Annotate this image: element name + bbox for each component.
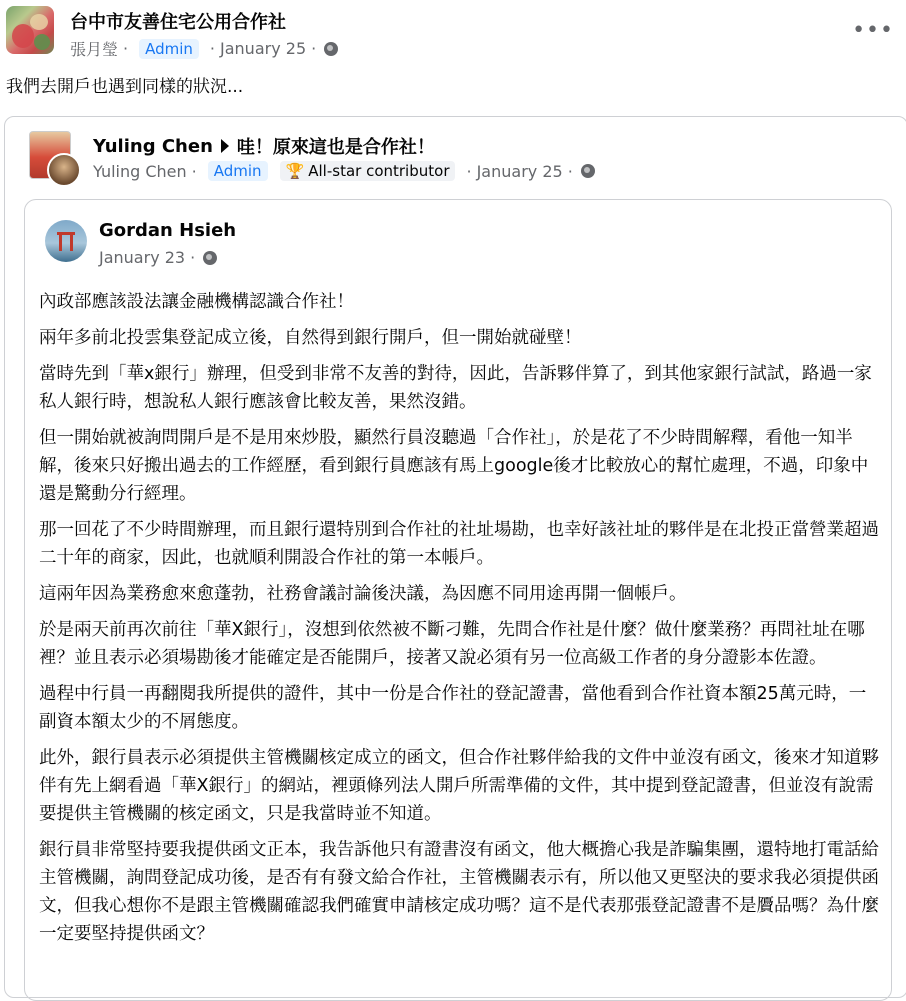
gordan-avatar[interactable] xyxy=(45,220,87,262)
paragraph: 但一開始就被詢問開戶是不是用來炒股，顯然行員沒聽過「合作社」，於是花了不少時間解釋，看他一知半解，後來只好搬出過去的工作經歷，看到銀行員應該有馬上google後才比較放心的幫忙處理，不過，印象中還是驚動分行經理。 xyxy=(39,428,869,504)
paragraph: 這兩年因為業務愈來愈蓬勃，社務會議討論後決議，為因應不同用途再開一個帳戶。 xyxy=(39,584,687,604)
shared-title xyxy=(93,133,435,159)
separator-dot: · xyxy=(123,39,129,58)
globe-icon xyxy=(203,251,217,265)
original-date[interactable]: January 23 xyxy=(99,248,186,267)
original-post-card xyxy=(24,199,892,1001)
original-meta xyxy=(99,248,217,267)
post-author[interactable]: 張月瑩 xyxy=(70,40,119,59)
paragraph: 那一回花了不少時間辦理，而且銀行還特別到合作社的社址場勘，也幸好該社址的夥伴是在北投正當營業超過二十年的商家，因此，也就順利開設合作社的第一本帳戶。 xyxy=(39,520,879,568)
paragraph: 兩年多前北投雲集登記成立後，自然得到銀行開戶，但一開始就碰壁！ xyxy=(39,328,582,348)
paragraph: 銀行員非常堅持要我提供函文正本，我告訴他只有證書沒有函文，他大概擔心我是詐騙集團，還特地打電話給主管機關，詢問登記成功後，是否有有發文給合作社，主管機關表示有，所以他又更堅決的要求我必須提供函文，但我心想你不是跟主管機關確認我們確實申請核定成功嗎？這不是代表那張登記證書不是贗品嗎？為什麼一定要堅持提供函文？ xyxy=(39,840,879,944)
admin-badge: Admin xyxy=(208,161,268,181)
shared-avatar[interactable] xyxy=(29,131,81,183)
shared-author[interactable]: Yuling Chen xyxy=(93,135,213,157)
group-avatar[interactable] xyxy=(6,6,54,54)
original-author[interactable]: Gordan Hsieh xyxy=(99,220,237,241)
shared-meta xyxy=(93,161,595,181)
separator-dot: · xyxy=(567,161,573,181)
post-text: 我們去開戶也遇到同樣的狀況... xyxy=(6,77,244,97)
globe-icon xyxy=(324,42,338,56)
separator-dot: · xyxy=(311,39,317,58)
paragraph: 過程中行員一再翻閱我所提供的證件，其中一份是合作社的登記證書，當他看到合作社資本額25萬元時，一副資本額太少的不屑態度。 xyxy=(39,684,867,732)
article-body xyxy=(39,288,879,956)
more-options-icon[interactable]: ••• xyxy=(852,18,894,43)
post-date[interactable]: January 25 xyxy=(220,39,307,58)
shared-sub-author[interactable]: Yuling Chen xyxy=(93,161,187,181)
globe-icon xyxy=(581,164,595,178)
post-meta xyxy=(70,37,338,60)
paragraph: 內政部應該設法讓金融機構認識合作社！ xyxy=(39,292,354,312)
post-header xyxy=(4,4,906,60)
separator-dot: · xyxy=(191,161,197,181)
paragraph: 於是兩天前再次前往「華X銀行」，沒想到依然被不斷刁難，先問合作社是什麼？做什麼業務？再問社址在哪裡？並且表示必須場勘後才能確定是否能開戶，接著又說必須有另一位高級工作者的身分證影本佐證。 xyxy=(39,620,865,668)
separator-dot: · xyxy=(466,161,472,181)
arrow-right-icon xyxy=(221,139,229,153)
paragraph: 此外，銀行員表示必須提供主管機關核定成立的函文，但合作社夥伴給我的文件中並沒有函文，後來才知道夥伴有先上網看過「華X銀行」的網站，裡頭條列法人開戶所需準備的文件，其中提到登記證書，但並沒有說需要提供主管機關的核定函文，只是我當時並不知道。 xyxy=(39,748,879,824)
shared-post-card xyxy=(4,116,906,998)
separator-dot: · xyxy=(209,39,216,58)
paragraph: 當時先到「華x銀行」辦理，但受到非常不友善的對待，因此，告訴夥伴算了，到其他家銀行試試，路過一家私人銀行時，想說私人銀行應該會比較友善，果然沒錯。 xyxy=(39,364,872,412)
shared-date[interactable]: January 25 xyxy=(476,161,563,181)
contributor-badge xyxy=(280,161,456,181)
admin-badge: Admin xyxy=(139,39,199,59)
group-name[interactable]: 台中市友善住宅公用合作社 xyxy=(70,12,286,33)
contributor-label: All-star contributor xyxy=(308,162,450,180)
trophy-icon: 🏆 xyxy=(285,162,305,180)
shared-group-title[interactable]: 哇！原來這也是合作社！ xyxy=(236,137,435,158)
separator-dot: · xyxy=(190,248,196,267)
